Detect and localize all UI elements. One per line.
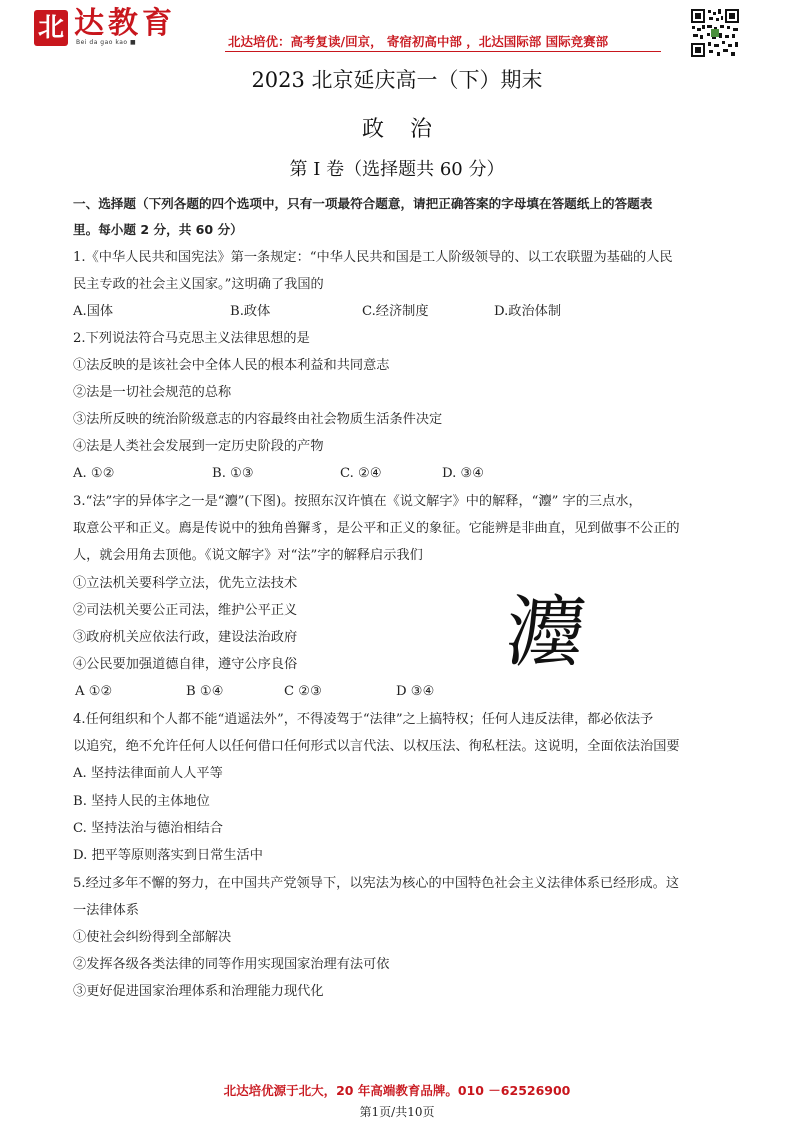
- q2-option-a: A. ①②: [73, 466, 115, 481]
- q1-stem-line-2: 民主专政的社会主义国家。”这明确了我国的: [73, 277, 324, 292]
- logo-text: 达教育: [74, 6, 176, 41]
- q4-option-a: A. 坚持法律面前人人平等: [73, 766, 223, 781]
- q2-item-4: ④法是人类社会发展到一定历史阶段的产物: [73, 439, 324, 454]
- header-slogan: 北达培优：高考复读/回京， 寄宿初高中部 ，北达国际部 国际竞赛部: [228, 34, 609, 49]
- q1-options: [0, 302, 794, 322]
- q3-stem-line-1: 3.“法”字的异体字之一是“灋”(下图)。按照东汉许慎在《说文解字》中的解释，“灋” 字的三点水，: [73, 494, 642, 509]
- subject-title: 政治: [361, 117, 458, 142]
- q3-option-b: B ①④: [186, 684, 224, 699]
- q3-stem-line-2: 取意公平和正义。廌是传说中的独角兽獬豸，是公平和正义的象征。它能辨是非曲直，见到做事不公正的: [73, 521, 680, 536]
- q1-option-c: C.经济制度: [362, 304, 429, 319]
- q2-stem: 2.下列说法符合马克思主义法律思想的是: [73, 331, 310, 346]
- q3-option-d: D ③④: [396, 684, 435, 699]
- header-divider: [225, 51, 661, 52]
- q1-option-a: A.国体: [73, 304, 114, 319]
- q4-option-c: C. 坚持法治与德治相结合: [73, 821, 223, 836]
- q2-item-3: ③法所反映的统治阶级意志的内容最终由社会物质生活条件决定: [73, 412, 443, 427]
- q3-option-c: C ②③: [284, 684, 322, 699]
- qr-code-icon: [690, 8, 740, 58]
- q5-item-3: ③更好促进国家治理体系和治理能力现代化: [73, 984, 324, 999]
- q3-options: [0, 682, 794, 702]
- q3-item-2: ②司法机关要公正司法，维护公平正义: [73, 603, 298, 618]
- q5-item-2: ②发挥各级各类法律的同等作用实现国家治理有法可依: [73, 957, 390, 972]
- q2-options: [0, 464, 794, 484]
- instructions-line-2: 里。每小题 2 分，共 60 分）: [73, 222, 243, 237]
- q2-option-b: B. ①③: [212, 466, 254, 481]
- q2-option-c: C. ②④: [340, 466, 382, 481]
- q5-item-1: ①使社会纠纷得到全部解决: [73, 930, 232, 945]
- logo-mark: 北: [34, 10, 68, 46]
- q2-option-d: D. ③④: [442, 466, 485, 481]
- q3-item-1: ①立法机关要科学立法，优先立法技术: [73, 576, 298, 591]
- calligraphy-fa-character: 灋: [501, 588, 589, 678]
- footer-slogan: 北达培优源于北大，20 年高端教育品牌。010 －62526900: [223, 1083, 571, 1098]
- q1-option-d: D.政治体制: [494, 304, 562, 319]
- q3-item-3: ③政府机关应依法行政，建设法治政府: [73, 630, 298, 645]
- q5-stem-line-2: 一法律体系: [73, 903, 139, 918]
- q5-stem-line-1: 5.经过多年不懈的努力，在中国共产党领导下，以宪法为核心的中国特色社会主义法律体系已经形成。这: [73, 876, 680, 891]
- q4-option-d: D. 把平等原则落实到日常生活中: [73, 848, 263, 863]
- section-title: 第 I 卷（选择题共 60 分）: [289, 159, 505, 180]
- q4-stem-line-2: 以追究，绝不允许任何人以任何借口任何形式以言代法、以权压法、徇私枉法。这说明，全面依法治国要: [73, 739, 680, 754]
- instructions-line-1: 一、选择题（下列各题的四个选项中，只有一项最符合题意，请把正确答案的字母填在答题纸上的答题表: [73, 196, 653, 211]
- q4-option-b: B. 坚持人民的主体地位: [73, 794, 210, 809]
- logo-subtitle: Bei da gao kao ■: [76, 39, 137, 46]
- q3-item-4: ④公民要加强道德自律，遵守公序良俗: [73, 657, 298, 672]
- page-number: 第1页/共10页: [359, 1105, 435, 1119]
- q1-stem-line-1: 1.《中华人民共和国宪法》第一条规定：“中华人民共和国是工人阶级领导的、以工农联盟为基础的人民: [73, 250, 673, 265]
- q4-stem-line-1: 4.任何组织和个人都不能“逍遥法外”，不得凌驾于“法律”之上搞特权；任何人违反法律，都必依法予: [73, 712, 654, 727]
- exam-title: 2023 北京延庆高一（下）期末: [251, 68, 543, 92]
- q3-stem-line-3: 人，就会用角去顶他。《说文解字》对“法”字的解释启示我们: [73, 548, 423, 563]
- q2-item-2: ②法是一切社会规范的总称: [73, 385, 232, 400]
- q2-item-1: ①法反映的是该社会中全体人民的根本利益和共同意志: [73, 358, 390, 373]
- q1-option-b: B.政体: [230, 304, 271, 319]
- q3-option-a: A ①②: [75, 684, 113, 699]
